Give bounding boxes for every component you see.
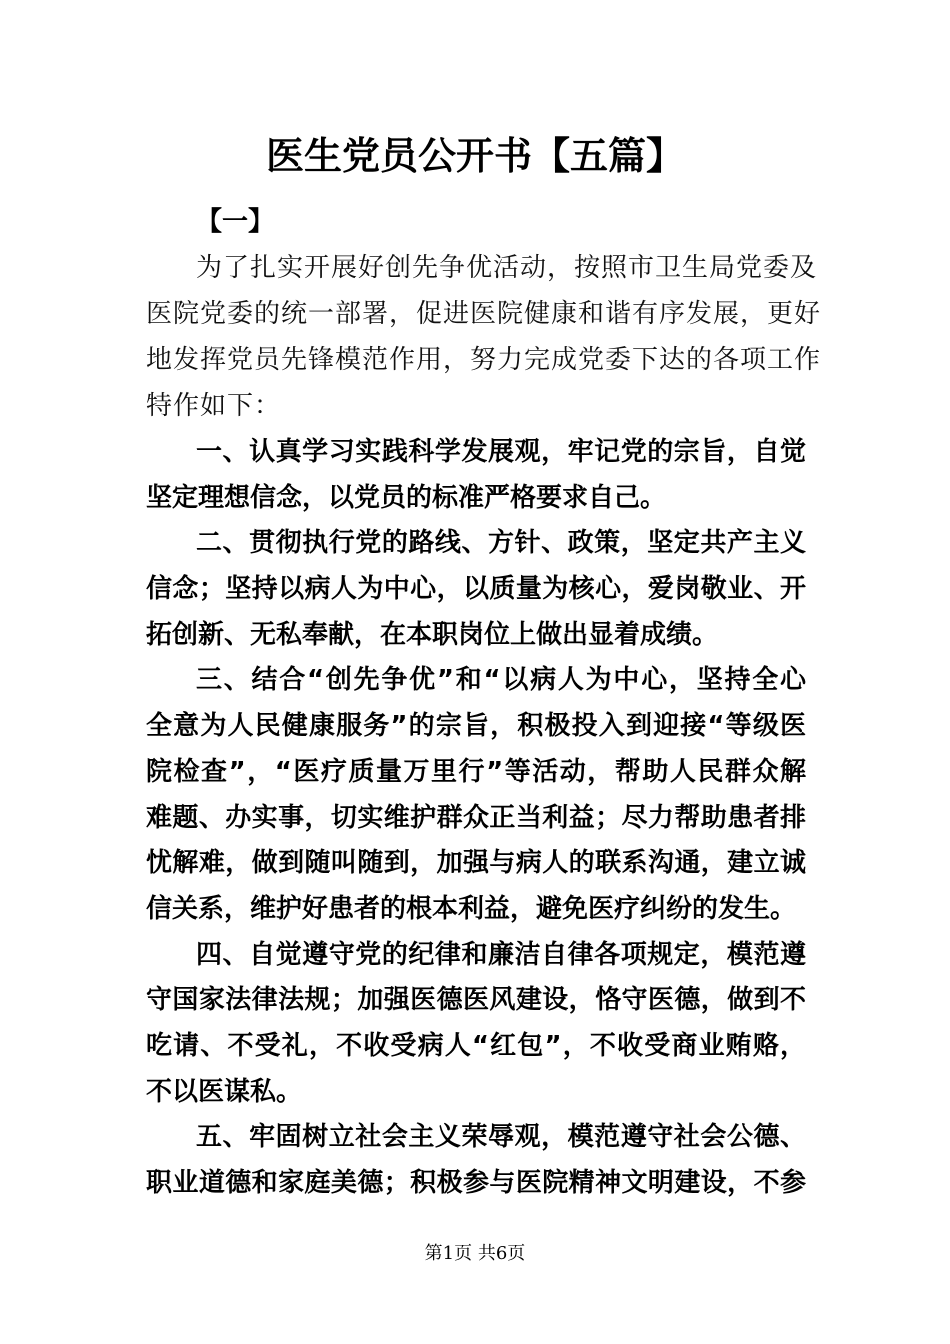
- paragraph-line: 难题、办实事，切实维护群众正当利益；尽力帮助患者排: [146, 803, 806, 833]
- paragraph-line: 医院党委的统一部署，促进医院健康和谐有序发展，更好: [146, 299, 822, 329]
- paragraph-line: 忧解难，做到随叫随到，加强与病人的联系沟通，建立诚: [146, 848, 806, 878]
- paragraph-line: 信关系，维护好患者的根本利益，避免医疗纠纷的发生。: [146, 894, 797, 924]
- paragraph-line: 不以医谋私。: [146, 1077, 303, 1107]
- section-label: 【一】: [196, 207, 275, 237]
- paragraph-line: 特作如下：: [146, 391, 282, 421]
- document-title: 医生党员公开书【五篇】: [265, 133, 684, 178]
- paragraph-line: 为了扎实开展好创先争优活动，按照市卫生局党委及: [196, 253, 818, 283]
- paragraph-line: 吃请、不受礼，不收受病人“红包”，不收受商业贿赂，: [146, 1031, 806, 1061]
- paragraph-line: 信念；坚持以病人为中心，以质量为核心，爱岗敬业、开: [146, 574, 806, 604]
- paragraph-line: 三、结合“创先争优”和“以病人为中心，坚持全心: [196, 665, 806, 695]
- paragraph-line: 职业道德和家庭美德；积极参与医院精神文明建设，不参: [146, 1168, 806, 1198]
- page-indicator: 第1页 共6页: [424, 1243, 526, 1264]
- paragraph-line: 院检查”，“医疗质量万里行”等活动，帮助人民群众解: [146, 757, 806, 787]
- paragraph-line: 地发挥党员先锋模范作用，努力完成党委下达的各项工作: [146, 345, 822, 375]
- paragraph-line: 一、认真学习实践科学发展观，牢记党的宗旨，自觉: [196, 437, 806, 467]
- paragraph-line: 四、自觉遵守党的纪律和廉洁自律各项规定，模范遵: [196, 940, 806, 970]
- paragraph-line: 全意为人民健康服务”的宗旨，积极投入到迎接“等级医: [146, 711, 806, 741]
- paragraph-line: 拓创新、无私奉献，在本职岗位上做出显着成绩。: [146, 620, 719, 650]
- paragraph-line: 五、牢固树立社会主义荣辱观，模范遵守社会公德、: [196, 1122, 806, 1152]
- paragraph-line: 守国家法律法规；加强医德医风建设，恪守医德，做到不: [146, 985, 806, 1015]
- paragraph-line: 二、贯彻执行党的路线、方针、政策，坚定共产主义: [196, 528, 806, 558]
- paragraph-line: 坚定理想信念，以党员的标准严格要求自己。: [146, 483, 667, 513]
